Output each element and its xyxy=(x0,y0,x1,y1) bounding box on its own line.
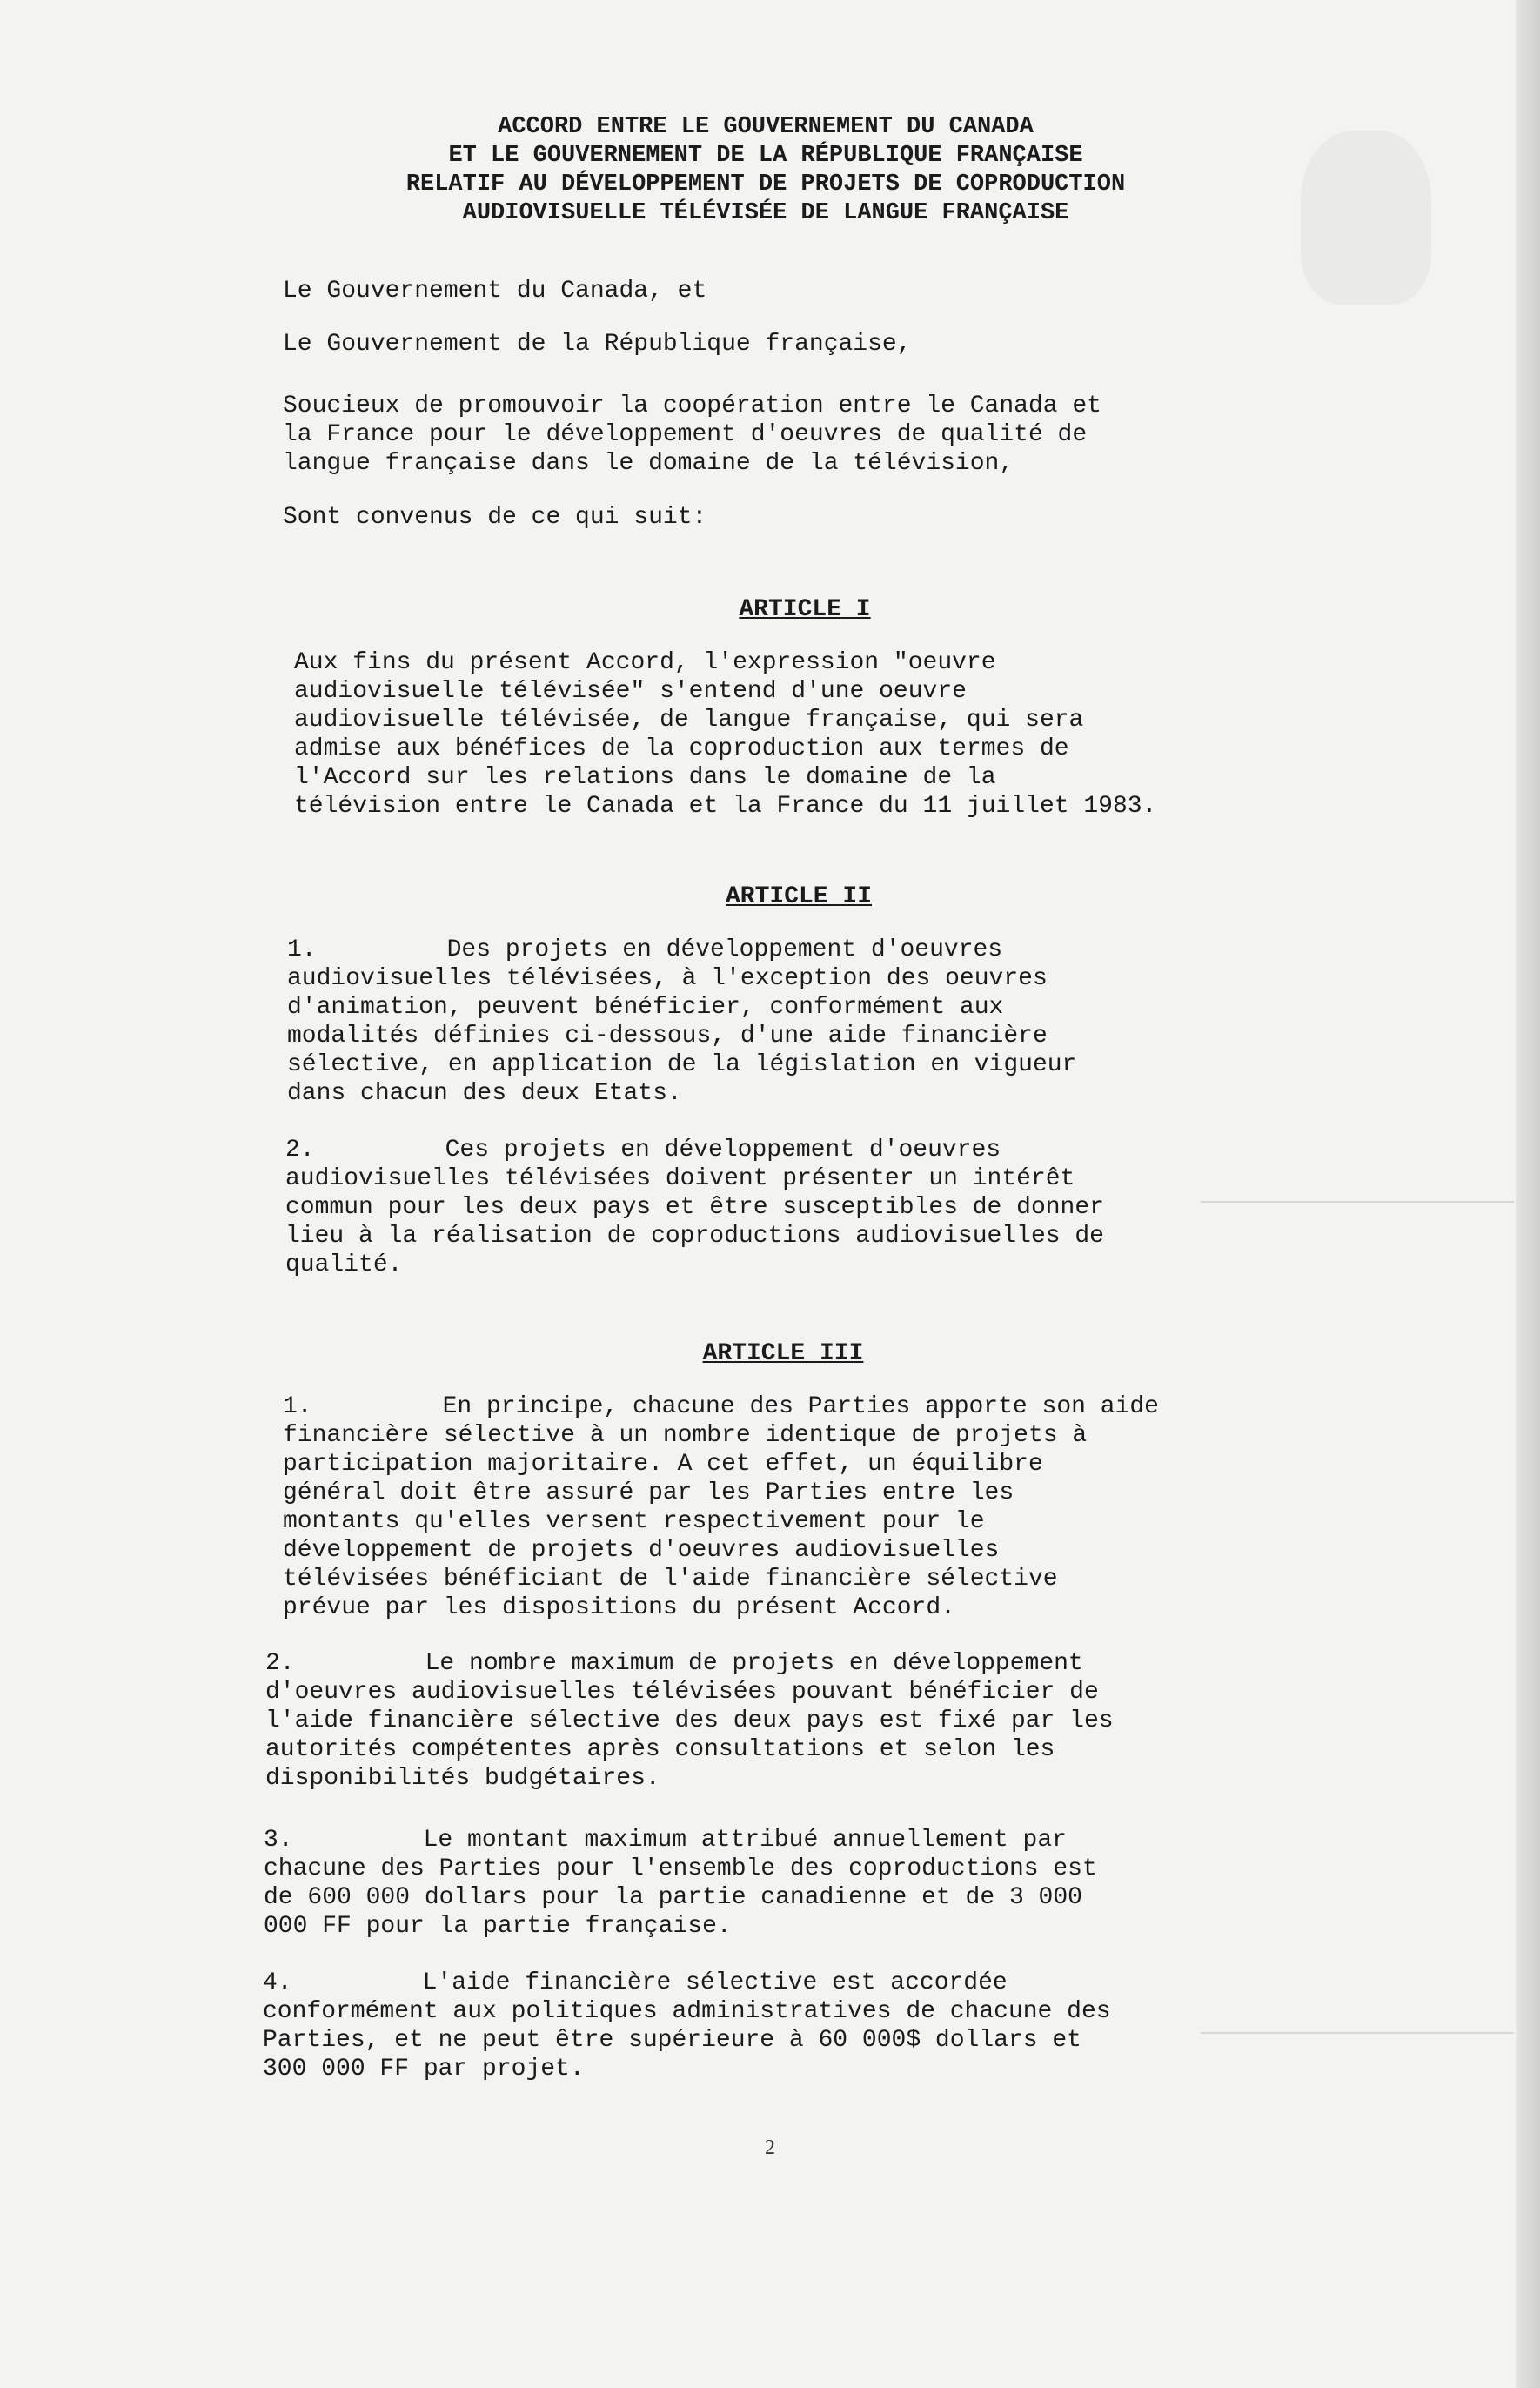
paragraph-number: 4. xyxy=(263,1969,292,1996)
article-line: l'Accord sur les relations dans le domaine de la xyxy=(294,764,996,791)
party-line: Le Gouvernement du Canada, et xyxy=(283,278,707,305)
paragraph-line: lieu à la réalisation de coproductions audiovisuelles de xyxy=(285,1223,1104,1250)
paragraph-line: autorités compétentes après consultations et selon les xyxy=(265,1736,1055,1763)
paragraph-line: audiovisuelles télévisées, à l'exception des oeuvres xyxy=(287,965,1048,992)
article-2-paragraph-2 xyxy=(285,1136,1286,1279)
paragraph-number: 1. xyxy=(287,936,317,963)
preamble-line: langue française dans le domaine de la télévision, xyxy=(283,450,1014,477)
paragraph-number: 2. xyxy=(265,1650,295,1677)
paragraph-first-line: L'aide financière sélective est accordée xyxy=(422,1969,1008,1996)
paragraph-line: général doit être assuré par les Parties entre les xyxy=(283,1479,1014,1506)
paragraph-line: audiovisuelles télévisées doivent présenter un intérêt xyxy=(285,1165,1075,1192)
paragraph-line: modalités définies ci-dessous, d'une aide financière xyxy=(287,1023,1048,1050)
paragraph-line: qualité. xyxy=(285,1251,403,1278)
paragraph-line: 000 FF pour la partie française. xyxy=(264,1913,732,1940)
title-line: RELATIF AU DÉVELOPPEMENT DE PROJETS DE COPRODUCTION xyxy=(405,171,1126,198)
article-line: admise aux bénéfices de la coproduction aux termes de xyxy=(294,735,1069,762)
paragraph-line: de 600 000 dollars pour la partie canadienne et de 3 000 xyxy=(264,1884,1082,1911)
preamble-line: Soucieux de promouvoir la coopération entre le Canada et xyxy=(283,392,1101,419)
paragraph-line: participation majoritaire. A cet effet, un équilibre xyxy=(283,1451,1043,1478)
article-1-body xyxy=(294,648,1295,821)
article-line: Aux fins du présent Accord, l'expression "oeuvre xyxy=(294,649,996,676)
crest-show-through xyxy=(1301,131,1431,305)
paragraph-first-line: En principe, chacune des Parties apporte son aide xyxy=(442,1393,1159,1420)
paragraph-first-line: Le montant maximum attribué annuellement par xyxy=(423,1827,1067,1854)
paragraph-line: sélective, en application de la législation en vigueur xyxy=(287,1051,1077,1078)
article-line: audiovisuelle télévisée, de langue française, qui sera xyxy=(294,707,1084,734)
article-2-paragraph-1 xyxy=(287,936,1288,1108)
paragraph-number: 1. xyxy=(283,1393,312,1420)
article-3-paragraph-4 xyxy=(263,1969,1263,2083)
paragraph-line: conformément aux politiques administratives de chacune des xyxy=(263,1998,1111,2025)
paragraph-line: développement de projets d'oeuvres audiovisuelles xyxy=(283,1537,1000,1564)
paragraph-line: prévue par les dispositions du présent Accord. xyxy=(283,1594,955,1621)
article-3-paragraph-2 xyxy=(265,1649,1266,1793)
paragraph-line: financière sélective à un nombre identique de projets à xyxy=(283,1422,1088,1449)
page-edge-shadow xyxy=(1516,0,1540,2388)
paragraph-line: télévisées bénéficiant de l'aide financière sélective xyxy=(283,1566,1058,1593)
paragraph-line: d'animation, peuvent bénéficier, conformément aux xyxy=(287,994,1004,1021)
paragraph-first-line: Le nombre maximum de projets en développement xyxy=(425,1650,1083,1677)
article-line: audiovisuelle télévisée" s'entend d'une oeuvre xyxy=(294,678,967,705)
paragraph-line: d'oeuvres audiovisuelles télévisées pouvant bénéficier de xyxy=(265,1679,1099,1706)
paragraph-line: montants qu'elles versent respectivement pour le xyxy=(283,1508,985,1535)
paragraph-number: 2. xyxy=(285,1137,315,1164)
paragraph-line: Parties, et ne peut être supérieure à 60 000$ dollars et xyxy=(263,2027,1081,2054)
paragraph-number: 3. xyxy=(264,1827,293,1854)
title-line: AUDIOVISUELLE TÉLÉVISÉE DE LANGUE FRANÇAISE xyxy=(462,200,1069,226)
paragraph-line: chacune des Parties pour l'ensemble des coproductions est xyxy=(264,1855,1097,1882)
preamble-line: la France pour le développement d'oeuvres de qualité de xyxy=(283,421,1088,448)
paragraph-line: disponibilités budgétaires. xyxy=(265,1765,660,1792)
agreed-statement: Sont convenus de ce qui suit: xyxy=(283,504,707,531)
article-line: télévision entre le Canada et la France du 11 juillet 1983. xyxy=(294,793,1157,820)
paragraph-line: 300 000 FF par projet. xyxy=(263,2056,585,2083)
page-number: 2 xyxy=(765,2136,775,2159)
title-line: ET LE GOUVERNEMENT DE LA RÉPUBLIQUE FRANÇAISE xyxy=(448,143,1083,169)
title-line: ACCORD ENTRE LE GOUVERNEMENT DU CANADA xyxy=(498,114,1034,140)
paragraph-first-line: Des projets en développement d'oeuvres xyxy=(446,936,1003,963)
parties xyxy=(283,277,1283,359)
party-line: Le Gouvernement de la République française, xyxy=(283,331,912,358)
paragraph-first-line: Ces projets en développement d'oeuvres xyxy=(445,1137,1001,1164)
article-3-heading: ARTICLE III xyxy=(702,1340,864,1367)
paragraph-line: l'aide financière sélective des deux pays est fixé par les xyxy=(265,1707,1114,1734)
article-3-paragraph-1 xyxy=(283,1392,1283,1622)
preamble xyxy=(283,392,1283,478)
paragraph-line: commun pour les deux pays et être susceptibles de donner xyxy=(285,1194,1104,1221)
article-3-paragraph-3 xyxy=(264,1826,1264,1941)
article-2-heading: ARTICLE II xyxy=(725,883,873,910)
agreement-title xyxy=(305,113,1227,228)
article-1-heading: ARTICLE I xyxy=(739,596,871,623)
paragraph-line: dans chacun des deux Etats. xyxy=(287,1080,682,1107)
